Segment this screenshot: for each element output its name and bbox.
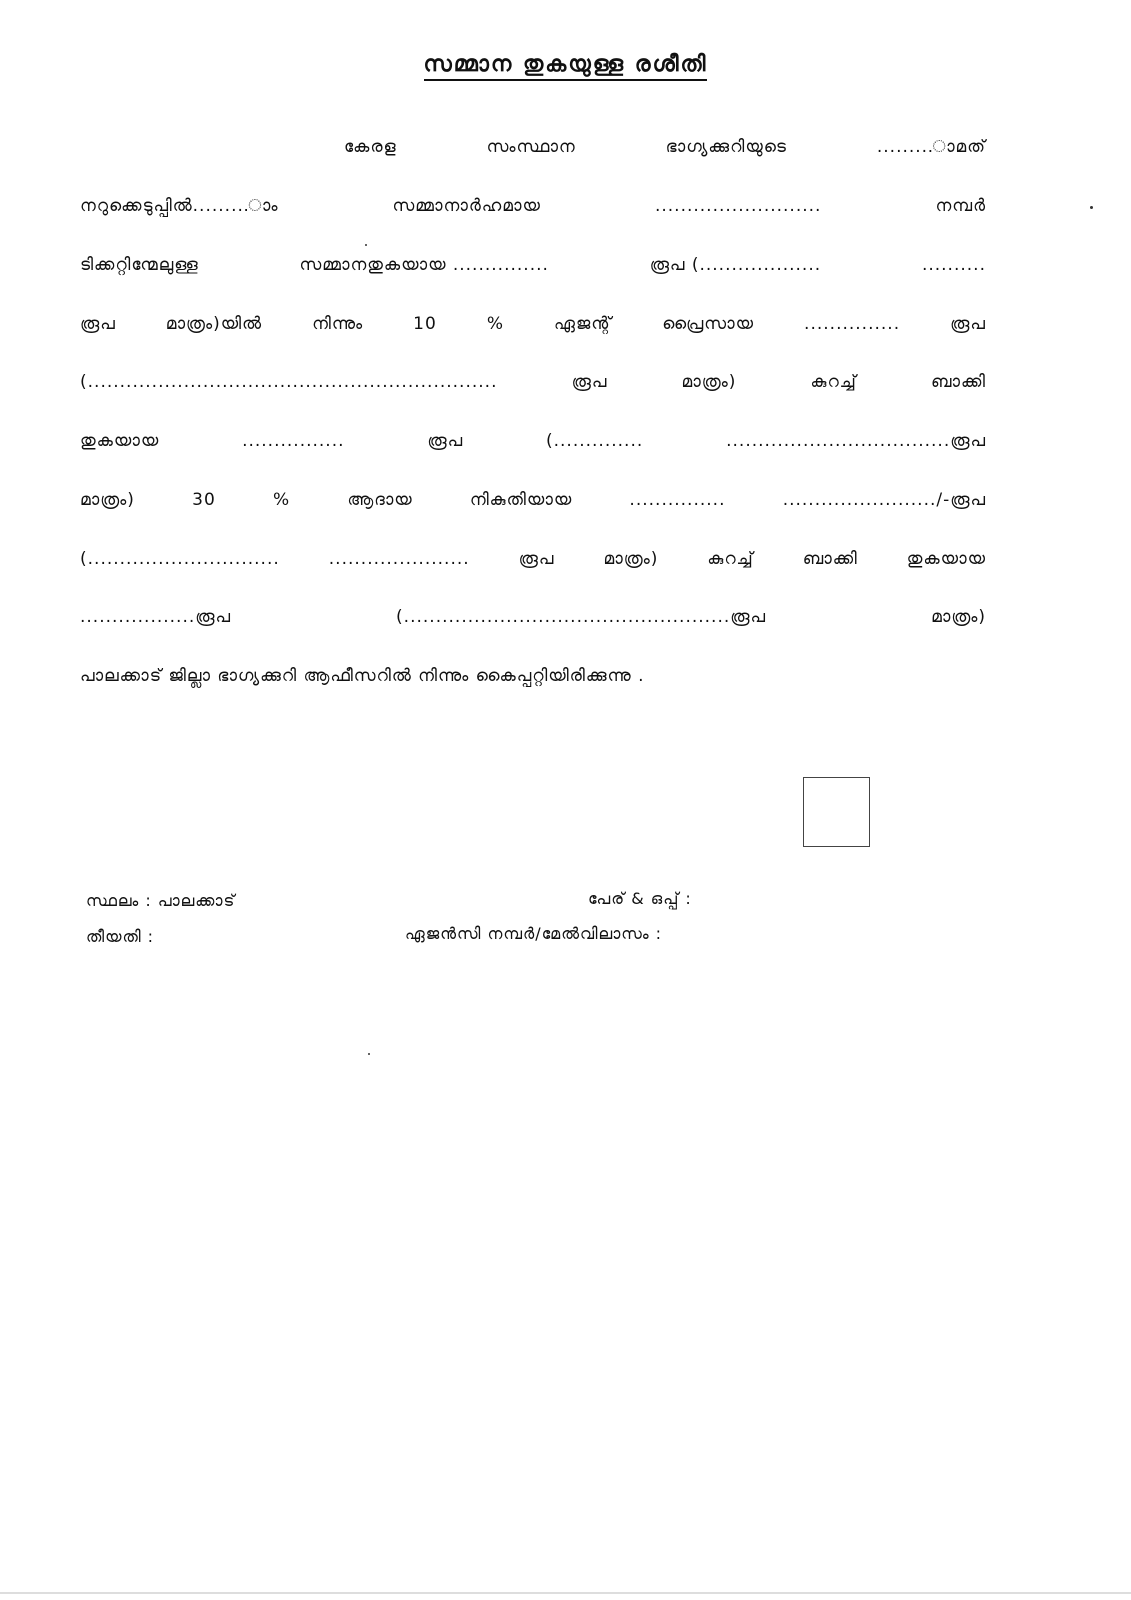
line-text: നികുതിയായ — [469, 490, 573, 510]
line-text: (...................................................രൂപ — [396, 607, 767, 627]
agency-label: ഏജൻസി നമ്പർ/മേൽവിലാസം : — [405, 924, 663, 943]
line-text: ......................../-രൂപ — [782, 490, 986, 510]
line-text: ............... — [629, 490, 726, 510]
line-text: കേരള — [344, 137, 397, 157]
line-text: നറുക്കെടുപ്പിൽ.........ാം — [80, 196, 279, 216]
line-text: ആദായ — [347, 490, 413, 510]
body-line-10 — [80, 666, 986, 696]
line-text: (.............. — [545, 431, 644, 451]
line-text: തുകയായ — [80, 431, 160, 451]
line-text: നമ്പർ — [935, 196, 986, 216]
line-text: സമ്മാനതുകയായ ............... — [299, 255, 549, 275]
body-line-8 — [80, 549, 986, 579]
line-text: നിന്നും — [312, 314, 364, 334]
line-text: കുറച്ച് — [707, 549, 754, 569]
line-text: സംസ്ഥാന — [486, 137, 576, 157]
line-text: മാത്രം) — [681, 372, 737, 392]
page-edge — [0, 1592, 1131, 1594]
line-text: മാത്രം) — [603, 549, 659, 569]
body-line-4 — [80, 314, 986, 344]
line-text: % — [486, 314, 504, 334]
line-text: രൂപ (................... — [649, 255, 822, 275]
line-text: രൂപ — [80, 314, 116, 334]
line-text: .........ാമത് — [876, 137, 986, 157]
line-text: ............... — [804, 314, 901, 334]
line-text: ടിക്കറ്റിന്മേലുള്ള — [80, 255, 199, 275]
body-line-9 — [80, 607, 986, 637]
line-text: ഭാഗ്യക്കുറിയുടെ — [665, 137, 787, 157]
line-text: തുകയായ — [906, 549, 986, 569]
line-text: മാത്രം) — [80, 490, 135, 510]
date-label: തീയതി : — [86, 927, 155, 946]
body-line-3 — [80, 255, 986, 285]
line-text: ബാക്കി — [802, 549, 858, 569]
line-text: രൂപ — [427, 431, 464, 451]
document-title: സമ്മാന തുകയുള്ള രശീതി — [0, 52, 1131, 77]
line-text: (................................................................ — [80, 372, 498, 392]
line-text: രൂപ — [950, 314, 986, 334]
line-text: സമ്മാനാർഹമായ — [392, 196, 541, 216]
line-text: മാത്രം)യിൽ — [165, 314, 263, 334]
line-text: % — [272, 490, 291, 510]
line-text: .......... — [921, 255, 986, 275]
line-text: ...................................രൂപ — [726, 431, 986, 451]
body-line-7 — [80, 490, 986, 520]
line-text: 30 — [192, 490, 216, 510]
body-line-1 — [344, 137, 986, 167]
scan-speck — [1090, 206, 1093, 209]
line-text: (.............................. — [80, 549, 280, 569]
line-text: രൂപ — [518, 549, 555, 569]
line-text: ..................രൂപ — [80, 607, 232, 627]
line-text: രൂപ — [571, 372, 608, 392]
body-line-6 — [80, 431, 986, 461]
place-label: സ്ഥലം : പാലക്കാട് — [86, 891, 236, 910]
scan-speck — [368, 1053, 370, 1055]
line-text: ................ — [242, 431, 345, 451]
line-text: പ്രൈസായ — [662, 314, 755, 334]
stamp-box — [803, 777, 870, 847]
line-text: ...................... — [328, 549, 470, 569]
line-text: .......................... — [654, 196, 822, 216]
line-text: ബാക്കി — [930, 372, 986, 392]
scan-speck — [365, 244, 367, 246]
body-line-2 — [80, 196, 986, 226]
name-sign-label: പേര് & ഒപ്പ് : — [588, 889, 692, 908]
line-text: 10 — [413, 314, 437, 334]
body-line-5 — [80, 372, 986, 402]
line-text: ഏജന്റ് — [554, 314, 613, 334]
line-text: കുറച്ച് — [810, 372, 857, 392]
line-text: പാലക്കാട് ജില്ലാ ഭാഗ്യക്കുറി ആഫീസറിൽ നിന്നും കൈപ്പറ്റിയിരിക്കുന്നു . — [80, 666, 645, 686]
line-text: മാത്രം) — [931, 607, 986, 627]
